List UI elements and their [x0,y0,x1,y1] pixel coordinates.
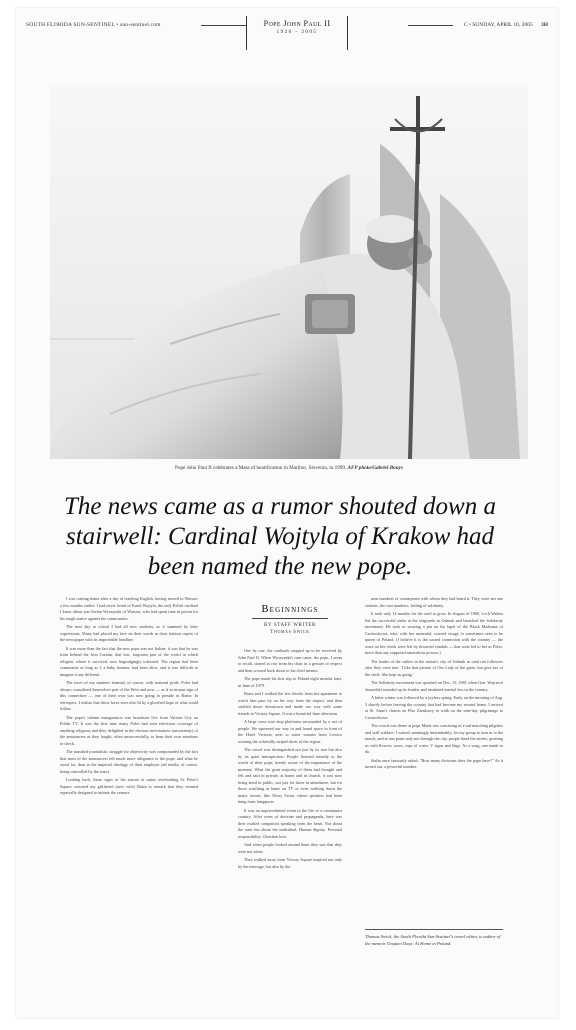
section-kicker [238,604,342,635]
kicker-author: Thomas Swick [270,630,310,635]
headline: The news came as a rumor shouted down a stairwell: Cardinal Wojtyla of Krakow had been named the new pope. [64,493,496,580]
article-column-3 [365,596,503,773]
paragraph: Stalin once famously asked: "How many divisions does the pope have?" As it turned out, a powerful number. [365,757,503,769]
caption-text: Pope John Paul II celebrates a Mass of beatification in Maribor, Slovenia, in 1999. [175,465,347,471]
paragraph: The Solidarity movement was quashed on Dec. 13, 1981 when Gen. Wojciech Jaruzelski rounded up its leaders and instituted martial law in the country. [365,680,503,692]
lead-photo [50,84,528,459]
kicker-byline: BY STAFF WRITER [264,623,316,628]
photo-illustration [50,84,528,459]
photo-caption [50,465,528,471]
paragraph: The crowd was dense at pope Marie was consisting of a sad marching pilgrims and wall walkers. I waited, seemingly interminably, for my group to turn in to the march, and at one point only not through the city, people lined the streets, greeting us with flowers, roses, cups of water, V signs and flags. As a song, one made to do. [365,723,503,754]
paragraph: A bitter winter was followed by a joyless spring. Early on the morning of Aug. 3 shortly before leaving the country that had become my second home, I arrived at St. Anne's church on Plac Zamkowy to walk on the nine-day pilgrimage to Czestochowa. [365,695,503,720]
folio-title-box [246,16,348,50]
folio-years: 1920 - 2005 [276,30,318,35]
paragraph: The faces of my students beamed, of course, with national pride. Poles had always considered themselves part of the West and now — as if in instant sign of this connection — one of their own was now going to preside in Rome. In retrospect, I realize that those faces were also lit by a glorified hope of what could follow. [60,680,198,711]
paragraph: The standard journalistic struggle for objectivity was compounded by the fact that most of the announcers felt much more allegiance to the pope, and what he stood for, than to the imperial ideology of their employer (all media, of course, being controlled by the state). [60,749,198,774]
kicker-rule [252,618,328,619]
article-column-1 [60,596,198,799]
folio-publication: SOUTH FLORIDA SUN-SENTINEL • sun-sentinel.com [26,22,161,28]
folio-page-number: 3H [540,22,548,28]
article-column-2 [238,648,342,872]
paragraph: Looking back, those signs of the stature of saints overlooking St. Peter's Square crowned my girlfriend (now wife) Basia to remark that they seemed especially designed to imitate the censors. [60,777,198,795]
photo-credit: AFP photo/Gabriel Bouys [347,465,403,471]
paragraph: They walked away from Victory Square inspired not only by the message, but also by the [238,857,342,869]
folio-rule-left [201,25,246,26]
paragraph: And when people looked around them they saw that they were not alone. [238,842,342,854]
paragraph: Basia and I walked the few blocks from her apartment to watch him pass by on his way from the airport, and then strolled down downtown and made our way with some friends to Victory Square. It was a beautiful June afternoon. [238,691,342,716]
folio-date [464,22,548,28]
folio-rule-right [408,25,453,26]
paragraph: The pope's solemn inauguration was broadcast live from Vatican City on Polish TV. It was the first time many Poles had seen television coverage of anything religious and they delighted in the obvious nervousness (uncertainty) of the announcers as they fought, often unsuccessfully, to keep their own emotions in check. [60,714,198,746]
author-bio: Thomas Swick, the South Florida Sun-Sentinel's travel editor, is author of the memoir Unquiet Days: At Home in Poland. [365,929,503,947]
paragraph: It was more than the fact that the new pope was not Italian; it was that he was from behind the Iron Curtain, that lost, forgotten part of the world in which religion, where it survived, now begrudgingly tolerated. The region had been communist as long as I, a baby boomer, had been alive, and it was difficult to imagine it any different. [60,645,198,677]
paragraph: It was an unprecedented event in the life of a communist country. After years of doctrine and propaganda, here was their exalted compatriot speaking from the heart. Not about the state but about the individual. Human dignity. Personal responsibility. Christian love. [238,807,342,839]
paragraph: The crowd was distinguished not just by its size but also by its quiet introspection. People listened intently to the words of their pope, keenly aware of the importance of the moment. What the great majority of them had thought and felt and said in private, at home and in church, it was now being aired in public, not just for those in attendance, but for those watching at home on TV or even walking down the major streets, like Nowy Swiat, where speakers had been hung from lampposts. [238,747,342,804]
paragraph: It took only 14 months for the seed to grow. In August of 1980, Lech Walesa led the successful strike at the shipyards in Gdansk and launched the Solidarity movement. He took to wearing a pin on his lapel of the Black Madonna of Czestochowa, who, with her mournful, scarred visage, is sometimes seen to be queen of Poland. (I believe it is the sacred connection with the country — the scars on her cheek were left by thwarted vandals — that soon led to her as Poles, more than any supposed miraculous powers.) [365,611,503,655]
paragraph: I was coming home after a day of teaching English, having moved to Warsaw a few months earlier. I had never heard of Karol Wojtyla, the only Polish cardinal I knew about was Stefan Wyszynski of Warsaw, who had spent time in prison for his tough stance against the communists. [60,596,198,621]
paragraph: The pope made his first trip to Poland eight months later, in June of 1979. [238,676,342,688]
paragraph: The next day at school I had all new students, as if summed by their expressions. Many had placed my face on their words in their fashion copies of the newspaper with its improbable headline. [60,624,198,642]
paragraph: One by one, the cardinals stepped up to be received by John Paul II. When Wyszynski's turn came, the pope, I seem to recall, started to rise from his chair in a gesture of respect and then crossed back down to his chief mentor. [238,648,342,673]
folio-title: Pope John Paul II [263,19,331,28]
folio-date-text: C • SUNDAY, APRIL 10, 2005 [463,22,533,28]
paragraph: The leader of the strikes in the nation's city of Gdansk in total ran followers after they were met. 'I like that picture of Our Lady of the gates, but give her of the strife. She kept us going.' [365,658,503,677]
paragraph: near numbers of countrymen with whom they had heard it. They were not one statistic, the vast numbers, feeling of solidarity. [365,596,503,608]
newspaper-page [16,8,558,1018]
kicker-title: Beginnings [261,604,319,615]
paragraph: A large cross rose atop platforms surrounded by a sea of people. We squeezed our way in and found space in front of the Hotel Victoria, next to some women from Lowicz wearing the colorfully striped skirts of the region. [238,719,342,744]
page-folio [26,18,548,54]
